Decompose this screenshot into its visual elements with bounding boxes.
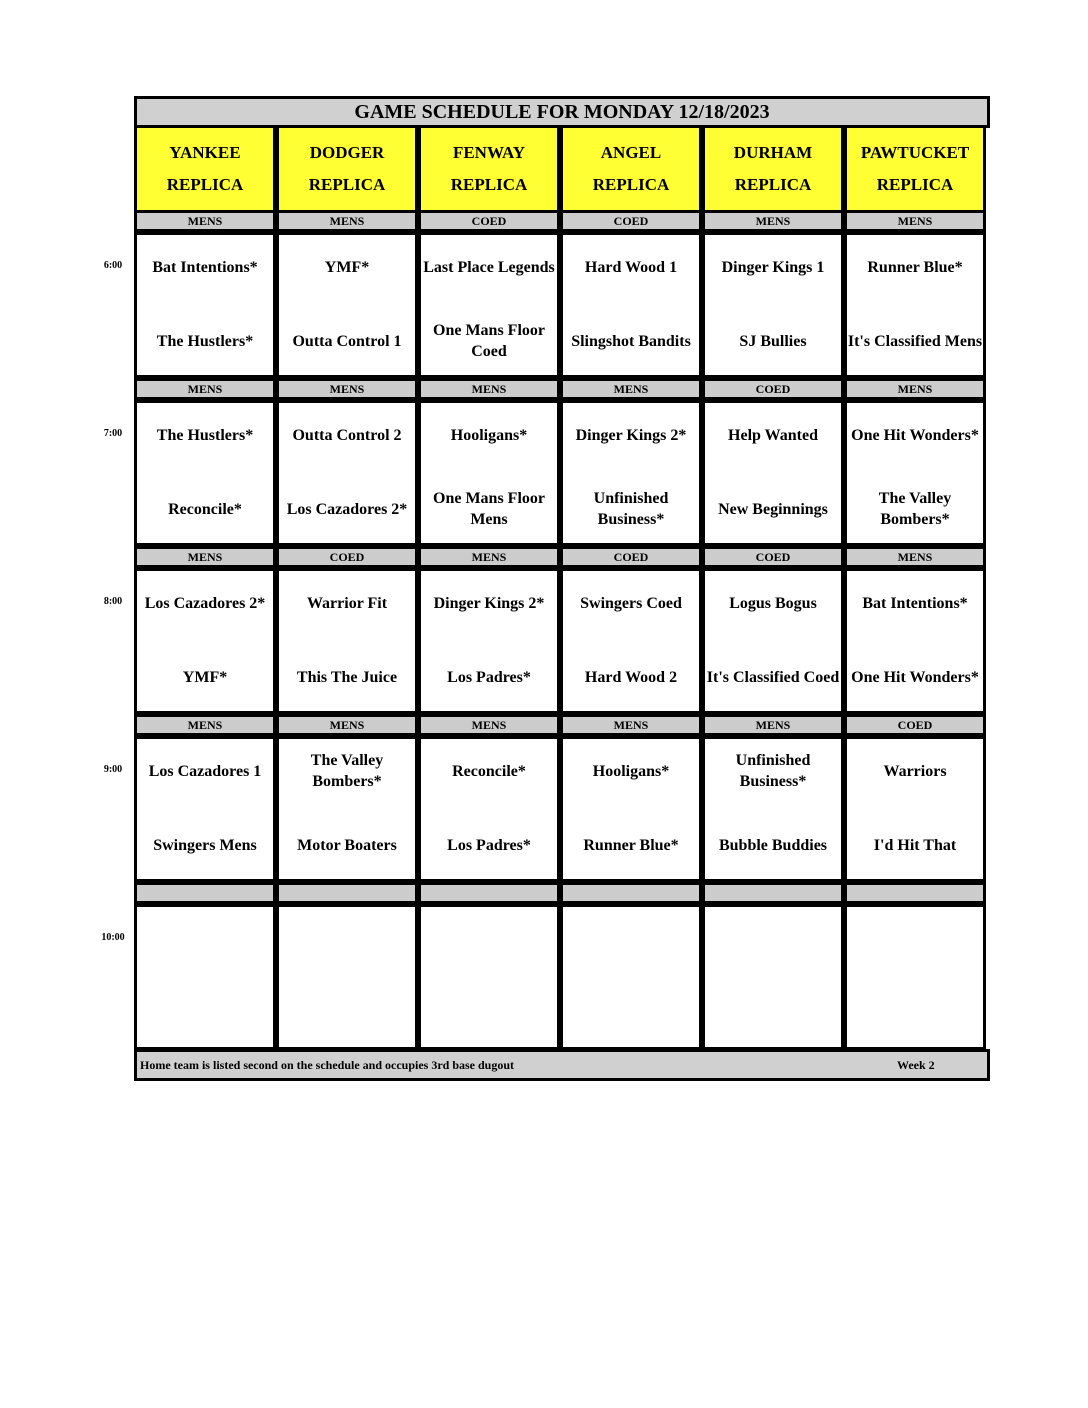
division-label: COED: [702, 546, 844, 568]
home-team: [847, 985, 983, 1041]
time-label: 6:00: [103, 260, 123, 271]
game-cell: [276, 568, 418, 714]
field-header: [276, 125, 418, 213]
game-cell: [560, 736, 702, 882]
away-team: The Valley Bombers*: [310, 752, 384, 790]
time-label: 9:00: [103, 764, 123, 775]
division-label: MENS: [560, 714, 702, 736]
game-cell: [702, 400, 844, 546]
home-team: Hard Wood 2: [584, 668, 678, 686]
away-team: [279, 911, 415, 967]
away-team: Bat Intentions*: [862, 594, 968, 612]
away-team: [421, 911, 557, 967]
away-team: Unfinished Business*: [735, 752, 811, 790]
division-label: COED: [276, 546, 418, 568]
division-label: MENS: [560, 378, 702, 400]
field-name: DODGER: [309, 143, 385, 162]
game-cell: [844, 568, 986, 714]
division-label: COED: [702, 378, 844, 400]
away-team: YMF*: [324, 258, 370, 276]
division-label: MENS: [276, 378, 418, 400]
home-team: Swingers Mens: [153, 836, 257, 854]
away-team: [705, 911, 841, 967]
home-team: Unfinished Business*: [593, 490, 669, 528]
home-team: New Beginnings: [718, 500, 828, 518]
home-team: Runner Blue*: [583, 836, 679, 854]
game-cell: [844, 232, 986, 378]
home-team: [705, 985, 841, 1041]
away-team: [847, 911, 983, 967]
home-team: [563, 985, 699, 1041]
game-cell: [134, 232, 276, 378]
game-cell: [276, 904, 418, 1050]
division-label: COED: [844, 714, 986, 736]
home-team: YMF*: [182, 668, 228, 686]
division-label: MENS: [844, 210, 986, 232]
field-subtitle: REPLICA: [734, 175, 812, 194]
away-team: Hooligans*: [592, 762, 670, 780]
field-name: DURHAM: [733, 143, 813, 162]
away-team: One Hit Wonders*: [851, 426, 979, 444]
home-team: This The Juice: [296, 668, 398, 686]
division-label: MENS: [134, 378, 276, 400]
game-cell: [418, 904, 560, 1050]
away-team: Warrior Fit: [306, 594, 388, 612]
game-cell: [844, 904, 986, 1050]
game-cell: [702, 232, 844, 378]
home-team: SJ Bullies: [739, 332, 807, 350]
away-team: The Hustlers*: [156, 426, 254, 444]
field-subtitle: REPLICA: [876, 175, 954, 194]
division-label: MENS: [844, 546, 986, 568]
home-team: One Mans Floor Mens: [433, 490, 545, 528]
time-label: 10:00: [101, 932, 125, 943]
away-team: Dinger Kings 2*: [433, 594, 545, 612]
division-label: [702, 882, 844, 904]
home-team: Bubble Buddies: [718, 836, 828, 854]
home-team: Slingshot Bandits: [571, 332, 691, 350]
game-cell: [418, 232, 560, 378]
away-team: Help Wanted: [728, 426, 818, 444]
game-cell: [418, 400, 560, 546]
game-cell: [134, 568, 276, 714]
field-subtitle: REPLICA: [592, 175, 670, 194]
home-team: Motor Boaters: [297, 836, 397, 854]
home-team: Outta Control 1: [292, 332, 402, 350]
home-team: Los Padres*: [447, 668, 531, 686]
away-team: Swingers Coed: [580, 594, 682, 612]
division-label: MENS: [844, 378, 986, 400]
away-team: Logus Bogus: [729, 594, 817, 612]
home-team: It's Classified Mens: [847, 332, 983, 350]
field-subtitle: REPLICA: [166, 175, 244, 194]
away-team: [137, 911, 273, 967]
field-header: [844, 125, 986, 213]
week-label: Week 2: [897, 1058, 935, 1072]
field-name: PAWTUCKET: [860, 143, 970, 162]
home-team: Los Cazadores 2*: [286, 500, 408, 518]
field-header: [560, 125, 702, 213]
game-cell: [418, 568, 560, 714]
division-label: COED: [418, 210, 560, 232]
home-team: One Hit Wonders*: [851, 668, 979, 686]
home-team: Reconcile*: [168, 500, 242, 518]
away-team: Los Cazadores 2*: [144, 594, 266, 612]
field-name: ANGEL: [600, 143, 662, 162]
field-header: [134, 125, 276, 213]
away-team: Warriors: [883, 762, 947, 780]
home-team: One Mans Floor Coed: [433, 322, 545, 360]
home-team: Los Padres*: [447, 836, 531, 854]
away-team: Dinger Kings 2*: [575, 426, 687, 444]
division-label: MENS: [702, 714, 844, 736]
game-cell: [134, 904, 276, 1050]
division-label: [134, 882, 276, 904]
home-team: The Hustlers*: [156, 332, 254, 350]
field-subtitle: REPLICA: [308, 175, 386, 194]
home-team: I'd Hit That: [873, 836, 957, 854]
field-header: [702, 125, 844, 213]
away-team: Last Place Legends: [423, 258, 555, 276]
division-label: COED: [560, 546, 702, 568]
away-team: Los Cazadores 1: [148, 762, 262, 780]
division-label: [560, 882, 702, 904]
away-team: Outta Control 2: [292, 426, 402, 444]
game-cell: [134, 736, 276, 882]
division-label: COED: [560, 210, 702, 232]
time-label: 7:00: [103, 428, 123, 439]
game-cell: [276, 400, 418, 546]
division-label: MENS: [276, 210, 418, 232]
home-team: The Valley Bombers*: [878, 490, 952, 528]
division-label: [844, 882, 986, 904]
away-team: Bat Intentions*: [152, 258, 258, 276]
division-label: MENS: [134, 714, 276, 736]
game-cell: [276, 232, 418, 378]
field-subtitle: REPLICA: [450, 175, 528, 194]
game-cell: [134, 400, 276, 546]
game-cell: [844, 736, 986, 882]
schedule-footer: [134, 1049, 990, 1081]
field-name: FENWAY: [452, 143, 526, 162]
away-team: Reconcile*: [452, 762, 526, 780]
division-label: MENS: [134, 546, 276, 568]
away-team: Runner Blue*: [867, 258, 963, 276]
game-cell: [276, 736, 418, 882]
division-label: [418, 882, 560, 904]
division-label: [276, 882, 418, 904]
field-name: YANKEE: [169, 143, 241, 162]
field-header: [418, 125, 560, 213]
away-team: [563, 911, 699, 967]
game-cell: [560, 568, 702, 714]
game-cell: [418, 736, 560, 882]
division-label: MENS: [418, 714, 560, 736]
game-cell: [702, 736, 844, 882]
away-team: Hooligans*: [450, 426, 528, 444]
game-cell: [560, 904, 702, 1050]
game-cell: [560, 400, 702, 546]
home-team: [137, 985, 273, 1041]
division-label: MENS: [276, 714, 418, 736]
game-cell: [560, 232, 702, 378]
division-label: MENS: [702, 210, 844, 232]
division-label: MENS: [134, 210, 276, 232]
away-team: Dinger Kings 1: [721, 258, 825, 276]
home-team: [279, 985, 415, 1041]
home-team-note: Home team is listed second on the schedule and occupies 3rd base dugout: [140, 1058, 515, 1072]
game-cell: [702, 904, 844, 1050]
schedule-title: GAME SCHEDULE FOR MONDAY 12/18/2023: [134, 96, 990, 128]
home-team: [421, 985, 557, 1041]
division-label: MENS: [418, 378, 560, 400]
time-label: 8:00: [103, 596, 123, 607]
home-team: It's Classified Coed: [706, 668, 840, 686]
division-label: MENS: [418, 546, 560, 568]
away-team: Hard Wood 1: [584, 258, 678, 276]
game-cell: [844, 400, 986, 546]
game-cell: [702, 568, 844, 714]
